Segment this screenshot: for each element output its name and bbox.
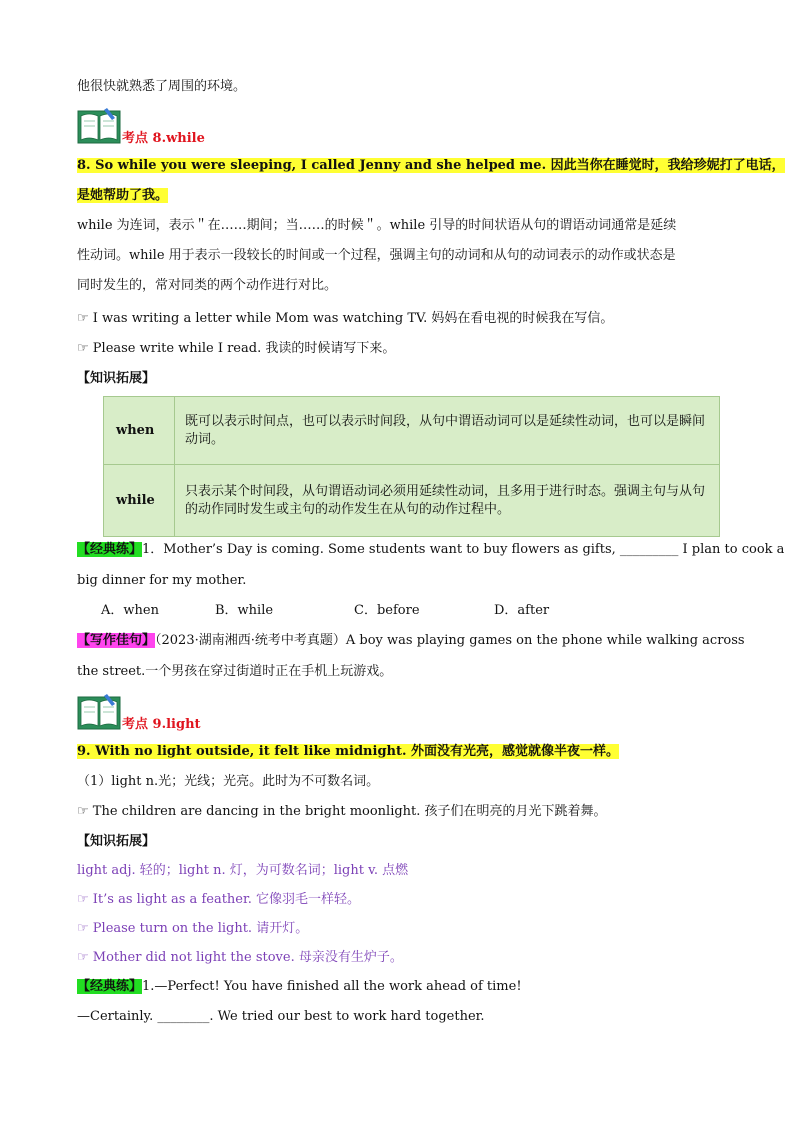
practice-tag: 【经典练】 [77, 542, 143, 557]
topic-9-extension-title: 【知识拓展】 [77, 834, 156, 849]
topic-9-practice-line2: —Certainly. ________. We tried our best to work hard together. [77, 1009, 485, 1024]
writing-tag: 【写作佳句】 [77, 633, 156, 648]
table-row [104, 397, 720, 465]
practice-tag: 【经典练】 [77, 979, 143, 994]
intro-line: 他很快就熟悉了周围的环境。 [77, 79, 247, 94]
option-a: A．when [101, 603, 159, 618]
table-row [104, 465, 720, 537]
topic-9-definition: （1）light n.光；光线；光亮。此时为不可数名词。 [77, 774, 380, 789]
topic-8-body-line: while 为连词，表示＂在……期间；当……的时候＂。while 引导的时间状语从句的谓语动词通常是延续 [77, 218, 677, 233]
topic-9-extension-example: ☞ Mother did not light the stove. 母亲没有生炉子。 [77, 950, 403, 965]
topic-9-extension-example: ☞ Please turn on the light. 请开灯。 [77, 921, 309, 936]
extension-table [103, 396, 720, 537]
topic-9-example: ☞ The children are dancing in the bright moonlight. 孩子们在明亮的月光下跳着舞。 [77, 804, 607, 819]
topic-8-heading-line1: 8. So while you were sleeping, I called Jenny and she helped me. 因此当你在睡觉时，我给珍妮打了电话， [77, 158, 785, 173]
topic-8-writing-line1: 【写作佳句】（2023·湖南湘西·统考中考真题）A boy was playing games on the phone while walking across [77, 633, 745, 648]
table-desc: 既可以表示时间点，也可以表示时间段，从句中谓语动词可以是延续性动词，也可以是瞬间动词。 [175, 397, 720, 465]
topic-8-example: ☞ I was writing a letter while Mom was watching TV. 妈妈在看电视的时候我在写信。 [77, 311, 614, 326]
book-icon [77, 106, 121, 144]
option-c: C．before [354, 603, 420, 618]
topic-8-body-line: 性动词。while 用于表示一段较长的时间或一个过程，强调主句的动词和从句的动词表示的动作或状态是 [77, 248, 676, 263]
option-b: B．while [215, 603, 274, 618]
topic-9-extension-example: ☞ It’s as light as a feather. 它像羽毛一样轻。 [77, 892, 361, 907]
topic-9-practice-line1: 【经典练】1.—Perfect! You have finished all the work ahead of time! [77, 979, 522, 994]
option-d: D．after [494, 603, 550, 618]
topic-8-label: 考点 8.while [122, 131, 205, 146]
topic-8-extension-title: 【知识拓展】 [77, 371, 156, 386]
topic-8-practice-line2: big dinner for my mother. [77, 573, 247, 588]
topic-8-practice-line1: 【经典练】1．Mother’s Day is coming. Some students want to buy flowers as gifts, _________ I plan to cook a [77, 542, 785, 557]
table-term: when [104, 397, 175, 465]
topic-8-body-line: 同时发生的，常对同类的两个动作进行对比。 [77, 278, 338, 293]
table-desc: 只表示某个时间段，从句谓语动词必须用延续性动词，且多用于进行时态。强调主句与从句的动作同时发生或主句的动作发生在从句的动作过程中。 [175, 465, 720, 537]
topic-8-heading-line2: 是她帮助了我。 [77, 188, 169, 203]
topic-9-heading: 9. With no light outside, it felt like midnight. 外面没有光亮，感觉就像半夜一样。 [77, 744, 620, 759]
table-term: while [104, 465, 175, 537]
book-icon [77, 692, 121, 730]
topic-8-example: ☞ Please write while I read. 我读的时候请写下来。 [77, 341, 396, 356]
topic-9-label: 考点 9.light [122, 717, 201, 732]
topic-8-writing-line2: the street.一个男孩在穿过街道时正在手机上玩游戏。 [77, 664, 393, 679]
topic-9-extension-line: light adj. 轻的；light n. 灯，为可数名词；light v. 点燃 [77, 863, 409, 878]
